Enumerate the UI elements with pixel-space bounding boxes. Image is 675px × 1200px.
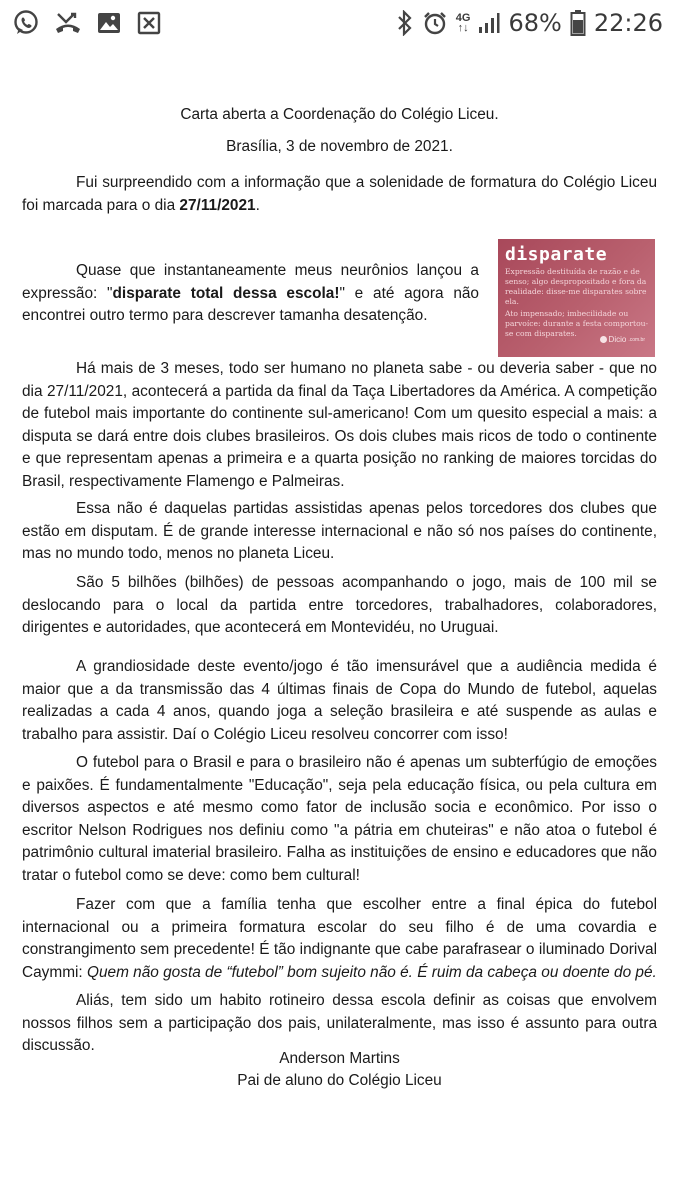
status-bar [0,0,675,46]
gallery-icon [96,10,122,36]
dictionary-word: disparate [505,244,608,265]
letter-document [0,46,675,1200]
battery-icon [570,9,586,37]
alarm-icon [422,10,448,36]
paragraph-5: São 5 bilhões (bilhões) de pessoas acompanhando o jogo, mais de 100 mil se deslocando para o local da partida entre torcedores, trabalhadores, colaboradores, dirigentes e autoridades, que acontecerá em Montevidéu, no Uruguai. [22,574,657,636]
battery-percent: 68% [508,9,562,37]
bluetooth-icon [396,10,414,36]
paragraph-7: O futebol para o Brasil e para o brasileiro não é apenas um subterfúgio de emoções e paixões. É fundamentalmente "Educação", seja pela educação física, ou pela cultura em diversos aspectos e até mesmo como fator de inclusão socia e econômico. Por isso o escritor Nelson Rodrigues nos definiu como "a pátria em chuteiras" e não atoa o futebol é patrimônio cultural imaterial brasileiro. Falha as instituições de ensino e educadores que não tratar o futebol como se deve: como bem cultural! [22,754,657,884]
signature-role: Pai de aluno do Colégio Liceu [237,1072,442,1089]
paragraph-4: Essa não é daquelas partidas assistidas apenas pelos torcedores dos clubes que estão em disputam. É de grande interesse internacional e não só nos países do continente, mas no mundo todo, menos no planeta Liceu. [22,500,657,562]
dicio-logo-icon [600,336,607,343]
letter-title: Carta aberta a Coordenação do Colégio Liceu. [180,106,499,123]
signal-icon [478,11,500,35]
status-bar-right [396,9,663,37]
dictionary-card [498,239,655,357]
dictionary-definition-2: Ato impensado; imbecilidade ou parvoíce: durante a festa comportou-se com disparates. [505,309,649,338]
whatsapp-icon [12,9,40,37]
paragraph-6: A grandiosidade deste evento/jogo é tão imensurável que a audiência medida é maior que a da transmissão das 4 últimas finais de Copa do Mundo de futebol, aquelas realizadas a cada 4 anos, quando joga a seleção brasileira e até suspende as aulas e trabalho para assistir. Daí o Colégio Liceu resolveu concorrer com isso! [22,658,657,743]
paragraph-2: Quase que instantaneamente meus neurônios lançou a expressão: "disparate total dessa escola!" e até agora não encontrei outro termo para descrever tamanha desatenção. [22,262,479,324]
network-type: 4G ↑↓ [455,12,471,34]
notification-box-icon [136,10,162,36]
paragraph-1: Fui surpreendido com a informação que a solenidade de formatura do Colégio Liceu foi marcada para o dia 27/11/2021. [22,174,657,214]
missed-call-icon [54,9,82,37]
clock-time: 22:26 [593,9,663,37]
dicio-logo: Dicio .com.br [600,329,645,352]
paragraph-9: Aliás, tem sido um habito rotineiro dessa escola definir as coisas que envolvem nossos filhos sem a participação dos pais, unilateralmente, mas isso é assunto para outra discussão. [22,992,657,1054]
dictionary-definition-1: Expressão destituída de razão e de senso; algo despropositado e fora da realidade: disse-me disparates sobre ela. [505,267,647,306]
letter-date: Brasília, 3 de novembro de 2021. [226,138,453,155]
status-bar-left [12,9,162,37]
signature-name: Anderson Martins [279,1050,400,1067]
paragraph-8: Fazer com que a família tenha que escolher entre a final épica do futebol internacional ou a primeira formatura escolar do seu filho é de uma covardia e constrangimento sem precedente! É tão indignante que cabe parafrasear o iluminado Dorival Caymmi: Quem não gosta de “futebol” bom sujeito não é. É ruim da cabeça ou doente do pé. [22,896,657,981]
paragraph-3: Há mais de 3 meses, todo ser humano no planeta sabe - ou deveria saber - que no dia 27/11/2021, acontecerá a partida da final da Taça Libertadores da América. A competição de futebol mais importante do continente sul-americano! Com um quesito especial a mais: a disputa se dará entre dois clubes brasileiros. Os dois clubes mais ricos de todo o continente e que representam apenas a primeira e a quarta posição no ranking de maiores torcidas do Brasil, respectivamente Flamengo e Palmeiras. [22,360,657,490]
